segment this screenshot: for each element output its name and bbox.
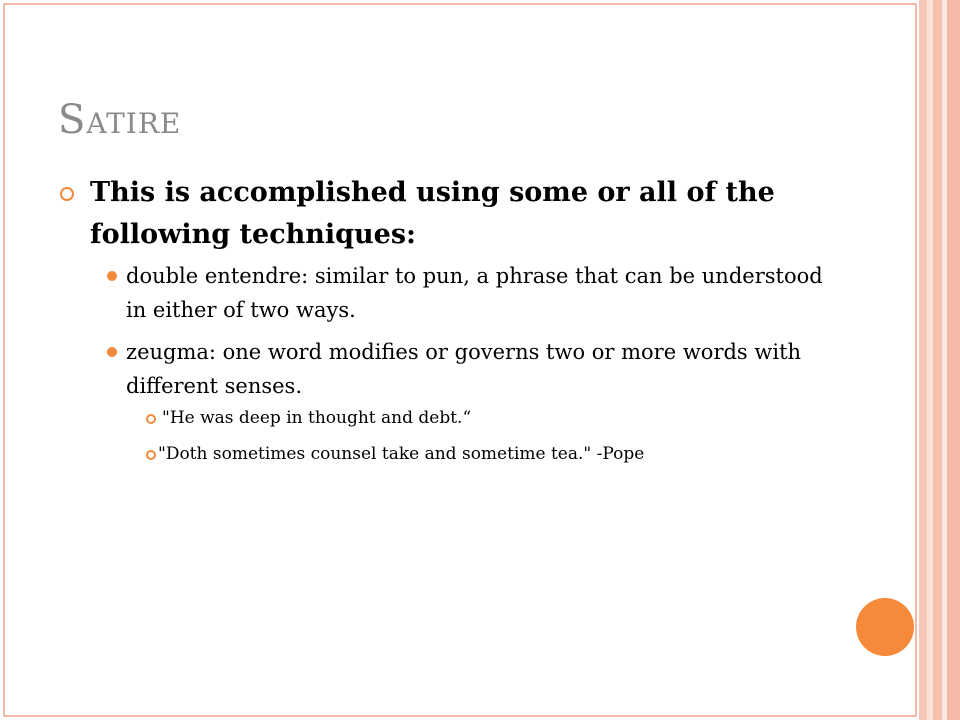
filled-dot-bullet-icon: [107, 271, 117, 281]
small-circle-bullet-icon: [146, 450, 156, 460]
open-circle-bullet-icon: [60, 187, 74, 201]
small-circle-bullet-icon: [146, 414, 156, 424]
decorative-accent-circle: [856, 598, 914, 656]
decorative-stripe: [919, 0, 927, 720]
filled-dot-bullet-icon: [107, 347, 117, 357]
slide-title: Satire: [58, 97, 182, 143]
decorative-stripe: [933, 0, 942, 720]
subpoint-text: zeugma: one word modifies or governs two or more words with different senses.: [126, 340, 802, 398]
main-point-text: This is accomplished using some or all of the following techniques:: [90, 177, 775, 250]
decorative-stripe: [947, 0, 960, 720]
subpoint-text: double entendre: similar to pun, a phrase that can be understood in either of two ways.: [126, 264, 823, 322]
example-quote-text: "He was deep in thought and debt.“: [162, 408, 472, 428]
example-quote-text: "Doth sometimes counsel take and sometime tea." -Pope: [158, 444, 645, 464]
